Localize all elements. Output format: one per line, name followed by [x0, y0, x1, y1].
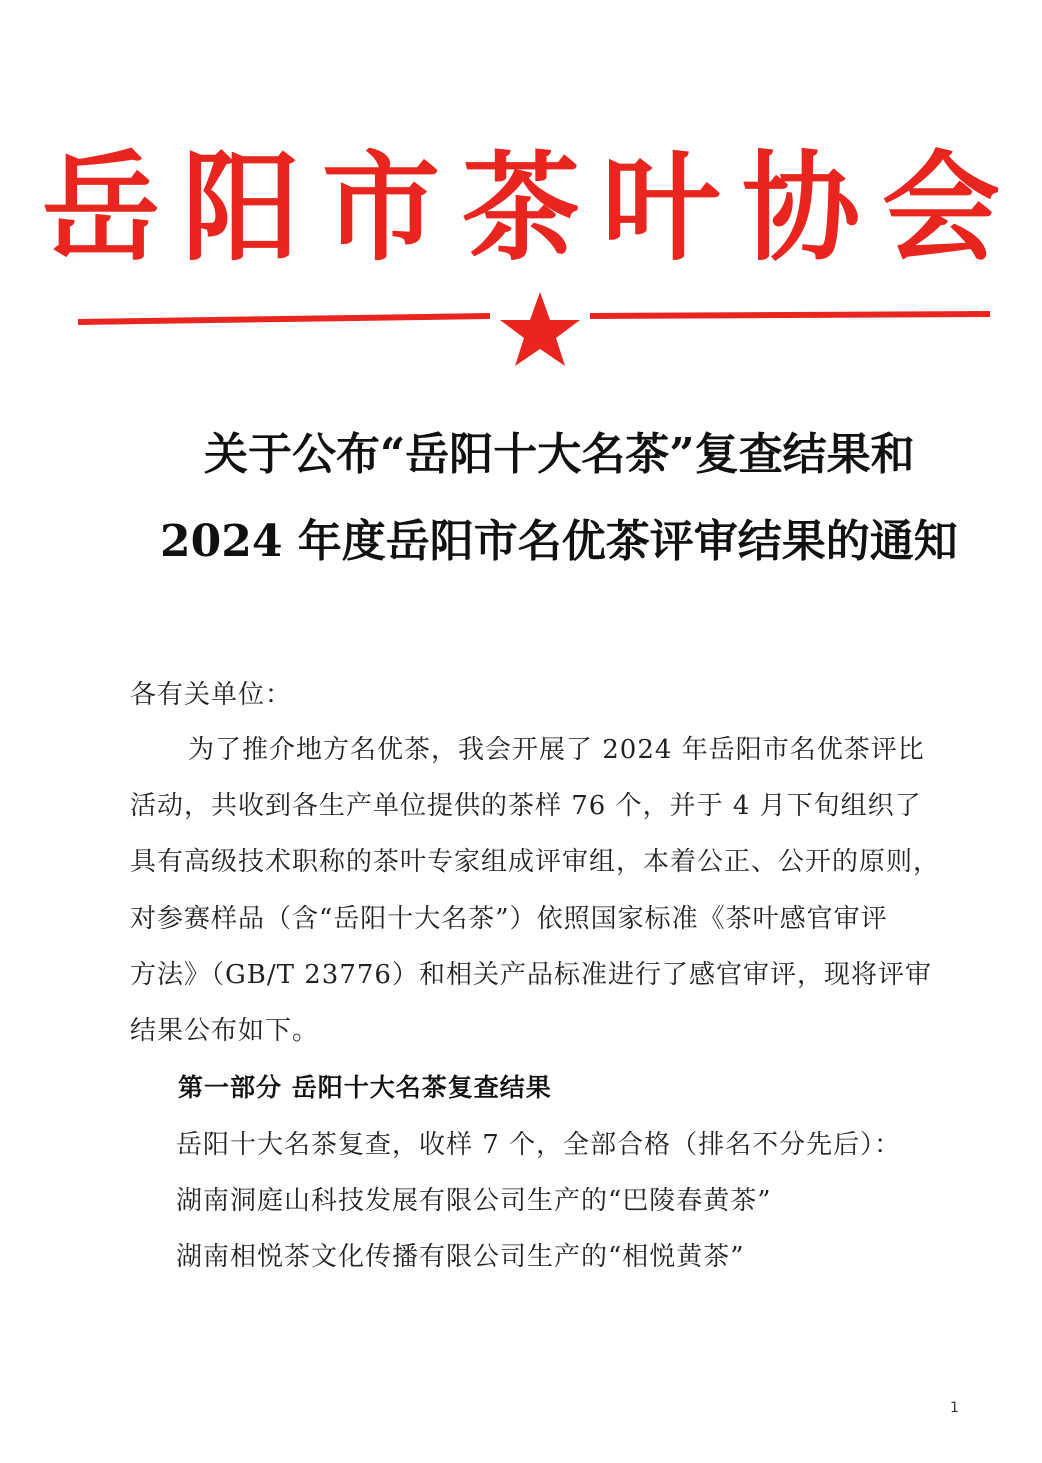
paragraph-line: 为了推介地方名优茶，我会开展了 2024 年岳阳市名优茶评比 — [188, 735, 925, 765]
paragraph-line: 对参赛样品（含“岳阳十大名茶”）依照国家标准《茶叶感官审评 — [130, 904, 888, 934]
paragraph-line: 活动，共收到各生产单位提供的茶样 76 个，并于 4 月下旬组织了 — [130, 791, 922, 821]
section-1-line: 湖南洞庭山科技发展有限公司生产的“巴陵春黄茶” — [176, 1186, 772, 1216]
paragraph-line: 方法》（GB/T 23776）和相关产品标准进行了感官审评，现将评审 — [130, 960, 932, 990]
section-1-heading: 第一部分 岳阳十大名茶复查结果 — [178, 1073, 552, 1102]
star-icon — [500, 292, 580, 366]
page-number: 1 — [950, 1400, 959, 1416]
masthead-org-name: 岳阳市茶叶协会 — [41, 139, 1022, 277]
paragraph-line: 结果公布如下。 — [130, 1016, 320, 1046]
notice-title-line-2: 2024 年度岳阳市名优茶评审结果的通知 — [160, 516, 958, 567]
notice-title-line-1: 关于公布“岳阳十大名茶”复查结果和 — [204, 429, 915, 480]
divider-line-right — [590, 314, 990, 316]
greeting: 各有关单位： — [130, 680, 293, 710]
divider-line-left — [78, 316, 490, 322]
paragraph-line: 具有高级技术职称的茶叶专家组成评审组，本着公正、公开的原则， — [130, 847, 941, 877]
section-1-line: 湖南相悦茶文化传播有限公司生产的“相悦黄茶” — [176, 1242, 745, 1272]
masthead-divider — [78, 288, 990, 368]
section-1-line: 岳阳十大名茶复查，收样 7 个，全部合格（排名不分先后）： — [176, 1130, 902, 1160]
